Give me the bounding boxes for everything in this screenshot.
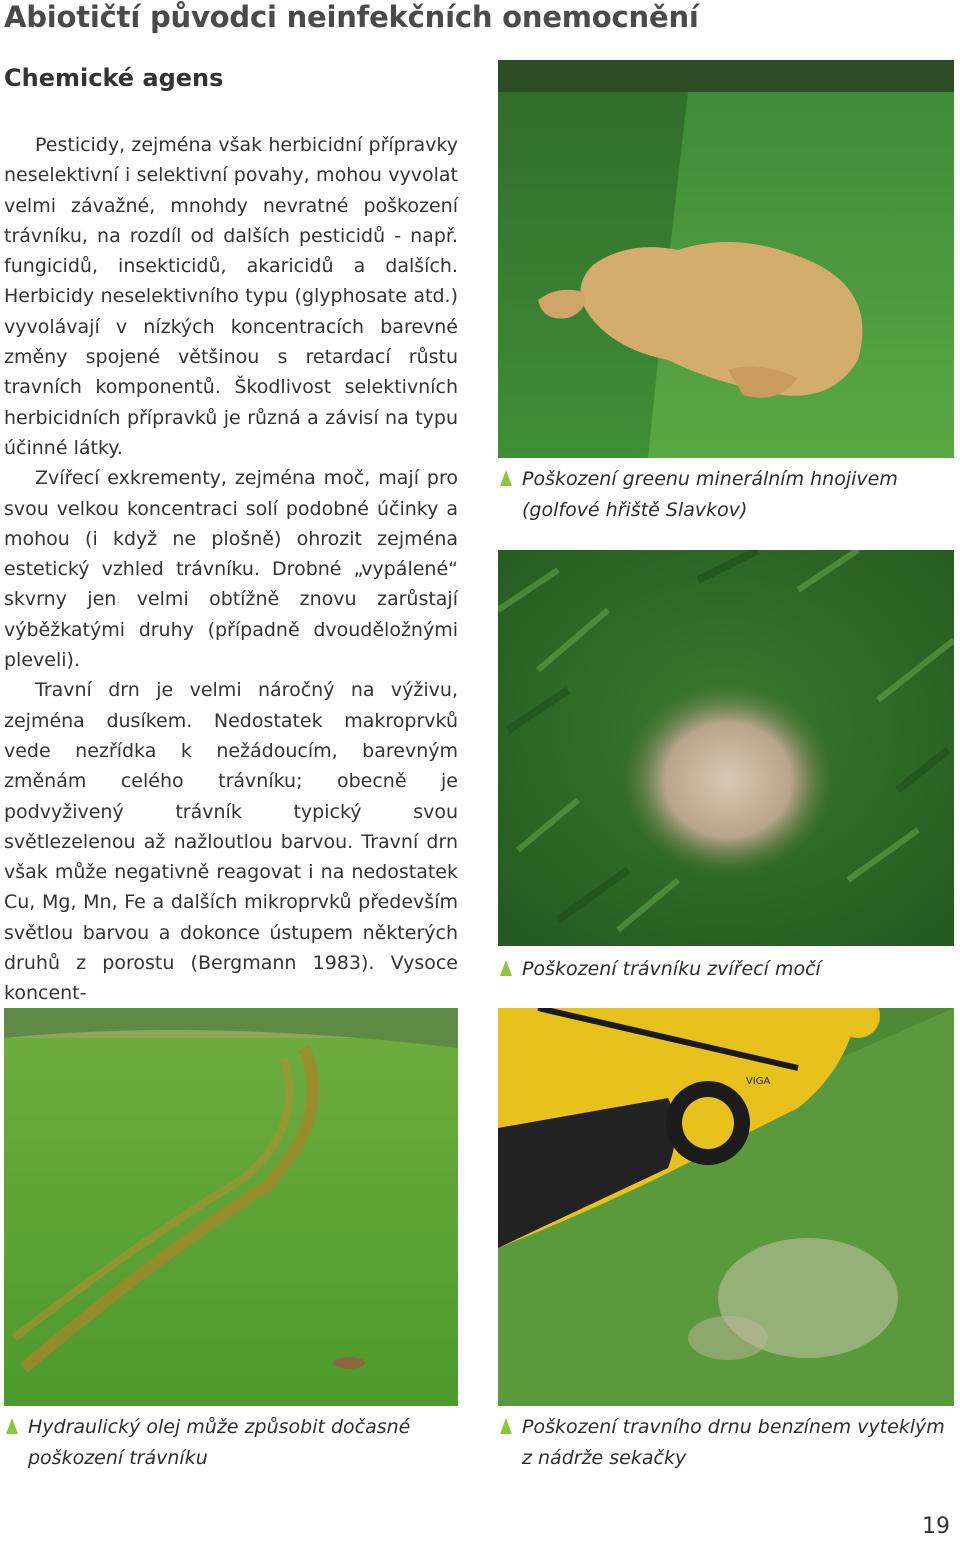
mower-brand-label: VIGA [746, 1076, 771, 1087]
section-heading: Chemické agens [4, 64, 224, 92]
photo-petrol-image [498, 1008, 954, 1406]
photo-fertilizer-image [498, 60, 954, 458]
photo-urine-damage [498, 550, 954, 946]
photo-hydraulic-oil [4, 1008, 458, 1406]
photo-fertilizer-damage [498, 60, 954, 458]
paragraph-pesticides: Pesticidy, zejména však herbicidní přípravky neselektivní i selektivní povahy, mohou vyvolat velmi závažné, mnohdy nevratné poškození trávníku, na rozdíl od dalších pesticidů - např. fungicidů, insekticidů, akaricidů a dalších. Herbicidy neselektivního typu (glyphosate atd.) vyvolávají v nízkých koncentracích barevné změny spojené většinou s retardací růstu travních komponentů. Škodlivost selektivních herbicidních přípravků je různá a závisí na typu účinné látky. [4, 134, 458, 459]
caption-marker-icon [500, 470, 512, 486]
caption-fertilizer: Poškození greenu minerálním hnojivem (golfové hřiště Slavkov) [500, 464, 956, 526]
article-body [4, 130, 458, 1009]
caption-urine: Poškození trávníku zvířecí močí [500, 954, 956, 985]
caption-marker-icon [500, 960, 512, 976]
paragraph-nutrition: Travní drn je velmi náročný na výživu, zejména dusíkem. Nedostatek makroprvků vede nezřídka k nežádoucím, barevným změnám celého trávníku; obecně je podvyživený trávník typický svou světlezelenou až nažloutlou barvou. Travní drn však může negativně reagovat i na nedostatek Cu, Mg, Mn, Fe a dalších mikroprvků především světlou barvou a dokonce ústupem některých druhů z porostu (Bergmann 1983). Vysoce koncent- [4, 679, 458, 1005]
photo-petrol-mower [498, 1008, 954, 1406]
caption-hydraulic-oil: Hydraulický olej může způsobit dočasné poškození trávníku [6, 1412, 458, 1474]
photo-oil-image [4, 1008, 458, 1406]
paragraph-animal-excrement: Zvířecí exkrementy, zejména moč, mají pro svou velkou koncentraci solí podobné účinky a mohou (i když ne plošně) ohrozit zejména estetický vzhled trávníku. Drobné „vypálené“ skvrny jen velmi obtížně znovu zarůstají výběžkatými druhy (případně dvouděložnými pleveli). [4, 467, 458, 672]
photo-urine-image [498, 550, 954, 946]
caption-petrol: Poškození travního drnu benzínem vyteklým z nádrže sekačky [500, 1412, 956, 1474]
page-title: Abiotičtí původci neinfekčních onemocnění [4, 0, 699, 34]
caption-marker-icon [500, 1418, 512, 1434]
caption-marker-icon [6, 1418, 18, 1434]
page-number: 19 [922, 1514, 950, 1539]
